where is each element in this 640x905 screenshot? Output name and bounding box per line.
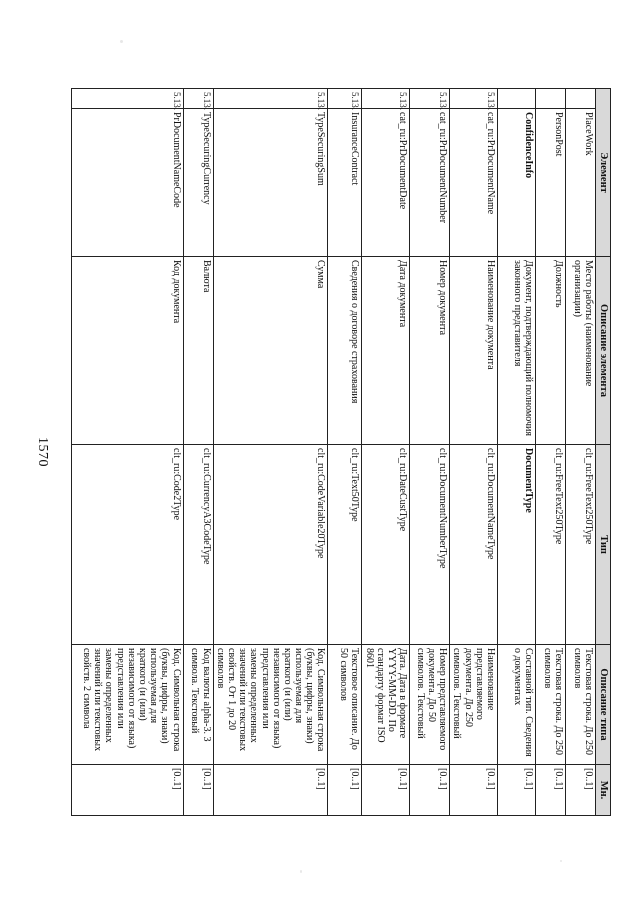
row-type-description: Текстовая строка. До 250 символов bbox=[536, 645, 566, 765]
table-canvas bbox=[81, 88, 611, 815]
row-multiplicity: [0..1] bbox=[536, 765, 566, 816]
row-element-name: PersonPost bbox=[536, 109, 566, 257]
row-multiplicity: [0..1] bbox=[450, 765, 498, 816]
header-type-description: Описание типа bbox=[596, 645, 611, 765]
table-row bbox=[71, 89, 183, 816]
row-type-description: Код. Символьная строка (буквы, цифры, знаки) используемая для краткого (и (или) независимого от языка) представления или замены определенных значений или текстовых свойств. 2 символа bbox=[71, 645, 183, 765]
row-multiplicity: [0..1] bbox=[362, 765, 410, 816]
row-multiplicity: [0..1] bbox=[183, 765, 213, 816]
row-element-name: InsuranceContract bbox=[328, 109, 362, 257]
row-type: clt_ru:DateCustType bbox=[362, 445, 410, 645]
table-row bbox=[213, 89, 328, 816]
row-type: clt_ru:CurrencyA3CodeType bbox=[183, 445, 213, 645]
row-type: clt_ru:CodeVariable20Type bbox=[213, 445, 328, 645]
scan-speck bbox=[560, 860, 562, 862]
row-number bbox=[536, 89, 566, 109]
rotated-table-sheet bbox=[81, 88, 611, 815]
row-number: 5.13. bbox=[362, 89, 410, 109]
table-row bbox=[450, 89, 498, 816]
row-element-name: TypeSecuringSum bbox=[213, 109, 328, 257]
row-multiplicity: [0..1] bbox=[566, 765, 596, 816]
header-description: Описание элемента bbox=[596, 257, 611, 445]
row-description: Сведения о договоре страхования bbox=[328, 257, 362, 445]
row-type: clt_ru:Code2Type bbox=[71, 445, 183, 645]
row-element-name: PrDocumentNameCode bbox=[71, 109, 183, 257]
row-type-description: Код валюты alpha-3. 3 символа. Текстовый bbox=[183, 645, 213, 765]
row-type: clt_ru:DocumentNameType bbox=[450, 445, 498, 645]
row-description: Дата документа bbox=[362, 257, 410, 445]
row-description: Сумма bbox=[213, 257, 328, 445]
table-row bbox=[536, 89, 566, 816]
table-row bbox=[328, 89, 362, 816]
scan-speck bbox=[300, 870, 302, 873]
row-description: Номер документа bbox=[410, 257, 450, 445]
page-number: 1570 bbox=[35, 437, 50, 467]
row-type-description: Текстовое описание. До 50 символов bbox=[328, 645, 362, 765]
row-type: clt_ru:FreeText250Type bbox=[536, 445, 566, 645]
row-element-name: ConfidenceInfo bbox=[498, 109, 536, 257]
row-multiplicity: [0..1] bbox=[410, 765, 450, 816]
row-type: clt_ru:Text50Type bbox=[328, 445, 362, 645]
table-row bbox=[410, 89, 450, 816]
table-row bbox=[498, 89, 536, 816]
row-description: Место работы (наименование организации) bbox=[566, 257, 596, 445]
row-type-description: Составной тип. Сведения о документах bbox=[498, 645, 536, 765]
table-header-row bbox=[596, 89, 611, 816]
scan-speck bbox=[120, 40, 123, 43]
row-number: 5.13. bbox=[183, 89, 213, 109]
row-type: clt_ru:FreeText250Type bbox=[566, 445, 596, 645]
row-description: Документ, подтверждающий полномочия законного представителя bbox=[498, 257, 536, 445]
row-type: clt_ru:DocumentNumberType bbox=[410, 445, 450, 645]
row-multiplicity: [0..1] bbox=[71, 765, 183, 816]
row-type-description: Наименование представляемого документа. До 250 символов. Текстовый bbox=[450, 645, 498, 765]
header-element: Элемент bbox=[596, 89, 611, 257]
row-type: DocumentType bbox=[498, 445, 536, 645]
header-type: Тип bbox=[596, 445, 611, 645]
row-description: Должность bbox=[536, 257, 566, 445]
row-description: Код документа bbox=[71, 257, 183, 445]
row-element-name: cat_ru:PrDocumentName bbox=[450, 109, 498, 257]
row-element-name: cat_ru:PrDocumentNumber bbox=[410, 109, 450, 257]
row-number: 5.13. bbox=[410, 89, 450, 109]
row-number: 5.13. bbox=[71, 89, 183, 109]
row-type-description: Текстовая строка. До 250 символов bbox=[566, 645, 596, 765]
row-number bbox=[498, 89, 536, 109]
row-multiplicity: [0..1] bbox=[213, 765, 328, 816]
table-row bbox=[566, 89, 596, 816]
row-number: 5.13. bbox=[213, 89, 328, 109]
row-description: Валюта bbox=[183, 257, 213, 445]
header-multiplicity: Мн. bbox=[596, 765, 611, 816]
row-element-name: cat_ru:PrDocumentDate bbox=[362, 109, 410, 257]
row-multiplicity: [0..1] bbox=[328, 765, 362, 816]
spec-table bbox=[71, 88, 611, 816]
row-number bbox=[566, 89, 596, 109]
row-number: 5.13. bbox=[328, 89, 362, 109]
table-row bbox=[362, 89, 410, 816]
row-type-description: Код. Символьная строка (буквы, цифры, знаки) используемая для краткого (и (или) независимого от языка) представления или замены определенных значений или текстовых свойств. От 1 до 20 символов bbox=[213, 645, 328, 765]
table-row bbox=[183, 89, 213, 816]
row-element-name: TypeSecuringCurrency bbox=[183, 109, 213, 257]
row-type-description: Номер представляемого документа. До 50 символов. Текстовый bbox=[410, 645, 450, 765]
row-description: Наименование документа bbox=[450, 257, 498, 445]
row-multiplicity: [0..1] bbox=[498, 765, 536, 816]
row-element-name: PlaceWork bbox=[566, 109, 596, 257]
row-type-description: Дата. Дата в формате YYYY-MM-DD. По стандарту формат ISO 8601 bbox=[362, 645, 410, 765]
row-number: 5.13. bbox=[450, 89, 498, 109]
